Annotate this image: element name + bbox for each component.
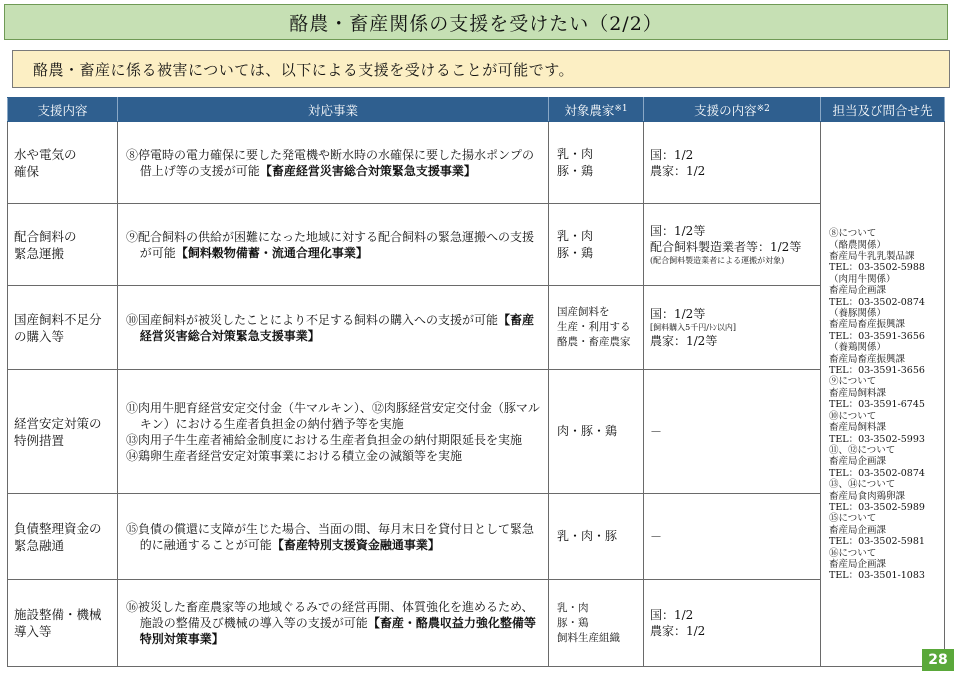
category-line: 導入等 — [14, 624, 52, 639]
row-category — [8, 370, 118, 494]
farmer-line: 生産・利用する — [557, 321, 631, 333]
row-measure — [118, 580, 549, 667]
contact-line: 畜産局畜産振興課 — [829, 353, 906, 365]
farmer-line: 乳・肉 — [557, 601, 589, 614]
contact-line: 畜産局企画課 — [829, 285, 887, 297]
measure-item — [126, 521, 544, 553]
support-line: 農家：1/2 — [650, 163, 706, 178]
category-line: 配合飼料の — [14, 228, 77, 244]
category-line: 負債整理資金の — [14, 520, 102, 536]
measure-item — [126, 147, 544, 179]
measure-text: ⑭鶏卵生産者経営安定対策事業における積立金の減額等を実施 — [126, 448, 463, 463]
header-category: 支援内容 — [8, 98, 118, 122]
measure-item — [126, 599, 544, 647]
category-line: の購入等 — [14, 328, 65, 344]
contact-line: TEL：03-3502-5981 — [829, 536, 925, 548]
support-note: (配合飼料製造業者による運搬が対象) — [650, 256, 785, 265]
support-line: 国：1/2 — [650, 608, 694, 622]
category-line: 経営安定対策の — [14, 415, 102, 431]
contact-line: ⑩について — [829, 410, 877, 422]
contact-line: 畜産局牛乳乳製品課 — [829, 251, 915, 263]
farmer-line: 飼料生産組織 — [557, 631, 620, 644]
page-number: 28 — [922, 649, 954, 671]
measure-item — [126, 400, 544, 432]
table-row — [8, 204, 945, 286]
row-category — [8, 580, 118, 667]
farmer-line: 乳・肉 — [557, 146, 594, 161]
header-farmers: 対象農家$^{※1}$ — [549, 98, 644, 122]
page-title: 酪農・畜産関係の支援を受けたい（2/2） — [4, 4, 948, 40]
category-line: 特例措置 — [14, 432, 65, 448]
contact-line: ⑮について — [829, 513, 877, 525]
contact-line: （養鶏関係） — [829, 342, 887, 354]
contact-line: 畜産局飼料課 — [829, 387, 887, 399]
farmer-line: 乳・肉・豚 — [557, 529, 618, 543]
row-category — [8, 122, 118, 204]
measure-text: ⑧停電時の電力確保に要した発電機や断水時の水確保に要した揚水ポンプの借上げ等の支援が可能 — [126, 147, 535, 178]
farmer-line: 豚・鶏 — [557, 245, 594, 260]
support-note: [飼料購入5千円/ﾄﾝ以内] — [650, 323, 737, 332]
category-line: 確保 — [14, 163, 40, 179]
support-line: － — [650, 424, 663, 439]
support-line: 農家：1/2 — [650, 624, 706, 638]
row-measure — [118, 122, 549, 204]
farmer-line: 国産飼料を — [557, 306, 610, 318]
contact-line: TEL：03-3502-5989 — [829, 501, 925, 513]
contact-line: ⑨について — [829, 376, 877, 388]
support-line: － — [650, 529, 663, 544]
support-table — [7, 97, 945, 667]
table-row — [8, 494, 945, 580]
contact-line: 畜産局企画課 — [829, 456, 887, 468]
program-name: 【飼料穀物備蓄・流通合理化事業】 — [175, 245, 368, 260]
contact-line: ⑯について — [829, 547, 877, 559]
contact-line: TEL：03-3502-5993 — [829, 433, 925, 445]
measure-item — [126, 448, 544, 464]
table-row — [8, 286, 945, 370]
row-support — [644, 494, 821, 580]
row-measure — [118, 286, 549, 370]
contact-line: （肉用牛関係） — [829, 273, 896, 285]
farmer-line: 豚・鶏 — [557, 163, 594, 178]
row-support — [644, 286, 821, 370]
program-name: 【畜産経営災害総合対策緊急支援事業】 — [139, 312, 535, 343]
row-support — [644, 580, 821, 667]
program-name: 【畜産・酪農収益力強化整備等特別対策事業】 — [139, 616, 536, 646]
row-farmers — [549, 580, 644, 667]
table-row — [8, 580, 945, 667]
row-support — [644, 122, 821, 204]
table-row — [8, 122, 945, 204]
measure-text: ⑩国産飼料が被災したことにより不足する飼料の購入への支援が可能 — [126, 312, 499, 327]
contact-line: 畜産局畜産振興課 — [829, 319, 906, 331]
category-line: 水や電気の — [14, 146, 77, 162]
row-category — [8, 204, 118, 286]
measure-text: ⑨配合飼料の供給が困難になった地域に対する配合飼料の緊急運搬への支援が可能 — [126, 229, 535, 260]
contact-line: TEL：03-3591-3656 — [829, 330, 925, 342]
measure-text: ⑬肉用子牛生産者補給金制度における生産者負担金の納付期限延長を実施 — [126, 432, 523, 447]
contact-line: ⑬、⑭について — [829, 479, 896, 491]
table-header-row — [8, 98, 945, 122]
row-farmers — [549, 286, 644, 370]
contact-line: TEL：03-3502-0874 — [829, 296, 925, 308]
measure-text: ⑯被災した畜産農家等の地域ぐるみでの経営再開、体質強化を進めるため、施設の整備及び機械の導入等の支援が可能 — [126, 600, 534, 630]
support-line: 農家：1/2等 — [650, 334, 718, 348]
contact-cell — [821, 122, 945, 667]
contact-line: 畜産局食肉鶏卵課 — [829, 490, 906, 502]
measure-item — [126, 312, 544, 344]
contact-line: TEL：03-3591-3656 — [829, 365, 925, 377]
row-category — [8, 494, 118, 580]
table-row — [8, 370, 945, 494]
support-line: 国：1/2等 — [650, 224, 706, 238]
header-support: 支援の内容$^{※2}$ — [644, 98, 821, 122]
intro-box: 酪農・畜産に係る被害については、以下による支援を受けることが可能です。 — [12, 50, 950, 88]
contact-line: 畜産局飼料課 — [829, 422, 887, 434]
program-name: 【畜産特別支援資金融通事業】 — [271, 537, 440, 552]
row-category — [8, 286, 118, 370]
contact-line: （養豚関係） — [829, 308, 887, 320]
row-measure — [118, 494, 549, 580]
category-line: 緊急運搬 — [14, 245, 65, 261]
row-support — [644, 204, 821, 286]
header-contact: 担当及び問合せ先 — [821, 98, 945, 122]
contact-line: TEL：03-3501-1083 — [829, 570, 925, 582]
row-farmers — [549, 494, 644, 580]
category-line: 施設整備・機械 — [14, 607, 102, 622]
farmer-line: 豚・鶏 — [557, 616, 589, 629]
contact-line: 畜産局企画課 — [829, 558, 887, 570]
measure-item — [126, 229, 544, 261]
contact-line: ⑪、⑫について — [829, 444, 896, 456]
row-farmers — [549, 122, 644, 204]
contact-line: TEL：03-3502-5988 — [829, 262, 925, 274]
contact-line: TEL：03-3591-6745 — [829, 399, 925, 411]
category-line: 国産飼料不足分 — [14, 311, 102, 327]
contact-line: TEL：03-3502-0874 — [829, 467, 925, 479]
row-farmers — [549, 204, 644, 286]
support-line: 国：1/2 — [650, 147, 694, 162]
row-measure — [118, 370, 549, 494]
category-line: 緊急融通 — [14, 537, 65, 553]
row-support — [644, 370, 821, 494]
row-measure — [118, 204, 549, 286]
header-measure: 対応事業 — [118, 98, 549, 122]
farmer-line: 乳・肉 — [557, 228, 594, 243]
measure-text: ⑪肉用牛肥育経営安定交付金（牛マルキン）、⑫肉豚経営安定交付金（豚マルキン）における生産者負担金の納付猶予等を実施 — [126, 400, 540, 431]
measure-text: ⑮負債の償還に支障が生じた場合、当面の間、毎月末日を貸付日として緊急的に融通することが可能 — [126, 521, 535, 552]
support-line: 国：1/2等 — [650, 307, 706, 321]
program-name: 【畜産経営災害総合対策緊急支援事業】 — [259, 163, 476, 178]
support-line: 配合飼料製造業者等：1/2等 — [650, 240, 802, 254]
row-farmers — [549, 370, 644, 494]
measure-item — [126, 432, 544, 448]
contact-line: ⑧について — [829, 228, 877, 240]
contact-line: 畜産局企画課 — [829, 524, 887, 536]
farmer-line: 肉・豚・鶏 — [557, 424, 618, 438]
contact-line: （酪農関係） — [829, 239, 887, 251]
farmer-line: 酪農・畜産農家 — [557, 336, 631, 348]
